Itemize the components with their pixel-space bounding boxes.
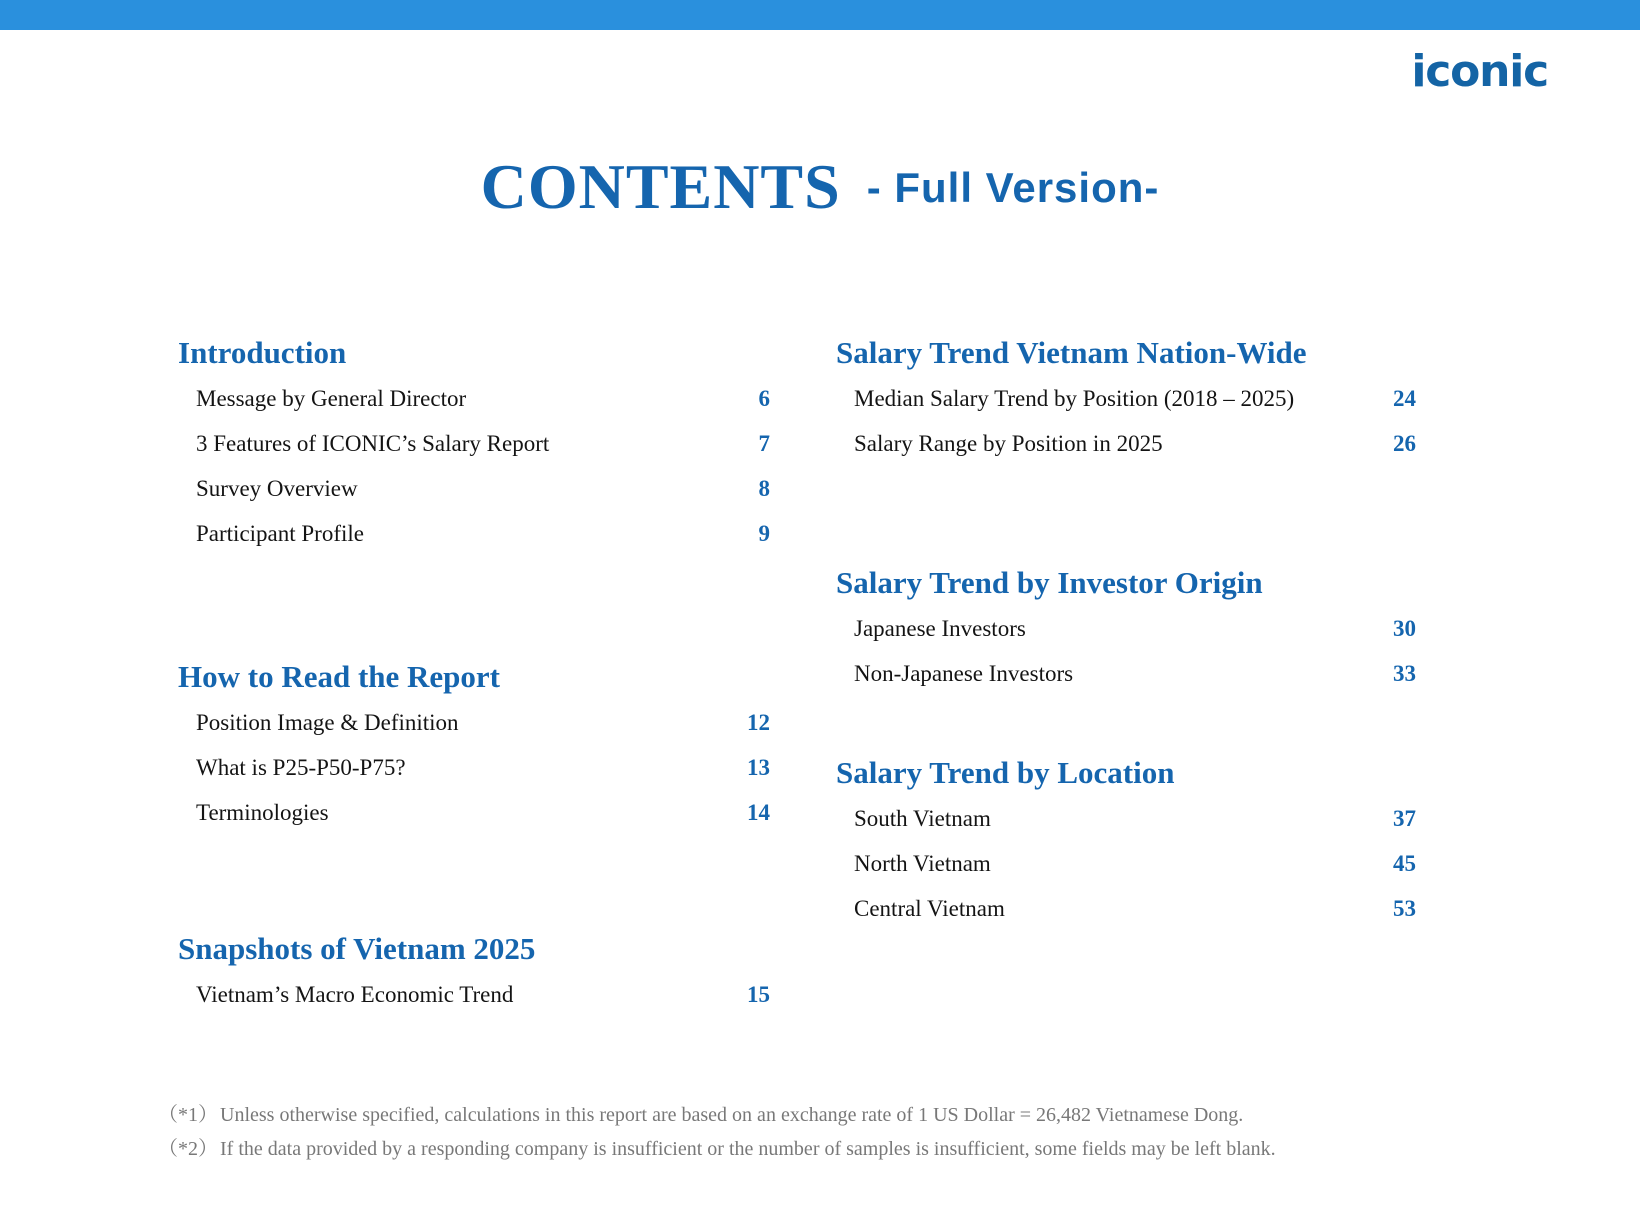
- toc-entry-page-number: 37: [1393, 806, 1416, 832]
- toc-entry-label: What is P25-P50-P75?: [196, 755, 406, 781]
- toc-section-snapshots-of-vietnam-2025: [178, 932, 770, 1027]
- toc-entry-what-is-p25-p50-p75[interactable]: [178, 755, 770, 800]
- toc-entry-japanese-investors[interactable]: [836, 616, 1428, 661]
- toc-section-salary-trend-vietnam-nation-wide: [836, 336, 1428, 476]
- iconic-logo: iconic: [1411, 46, 1548, 97]
- toc-entry-label: Vietnam’s Macro Economic Trend: [196, 982, 514, 1008]
- footnote-marker: （*1）: [158, 1104, 218, 1126]
- toc-entry-label: Position Image & Definition: [196, 710, 459, 736]
- toc-section-introduction: [178, 336, 770, 566]
- toc-entry-page-number: 30: [1393, 616, 1416, 642]
- toc-entry-page-number: 53: [1393, 896, 1416, 922]
- toc-entry-page-number: 14: [747, 800, 770, 826]
- toc-section-salary-trend-by-location: [836, 756, 1428, 941]
- toc-entry-terminologies[interactable]: [178, 800, 770, 845]
- toc-entry-label: 3 Features of ICONIC’s Salary Report: [196, 431, 550, 457]
- toc-right-column: [836, 336, 1428, 941]
- toc-entry-label: North Vietnam: [854, 851, 991, 877]
- toc-entry-page-number: 13: [747, 755, 770, 781]
- toc-entry-label: Survey Overview: [196, 476, 358, 502]
- footnote-text: Unless otherwise specified, calculations in this report are based on an exchange rate of 1 US Dollar = 26,482 Vietnamese Dong.: [220, 1104, 1244, 1126]
- toc-entry-position-image-definition[interactable]: [178, 710, 770, 755]
- toc-entry-label: Median Salary Trend by Position (2018 – 2025): [854, 386, 1295, 412]
- toc-left-column: [178, 336, 770, 1027]
- toc-entry-north-vietnam[interactable]: [836, 851, 1428, 896]
- toc-entry-label: South Vietnam: [854, 806, 991, 832]
- toc-entry-label: Japanese Investors: [854, 616, 1026, 642]
- toc-section-heading: Introduction: [178, 335, 347, 370]
- toc-entry-page-number: 7: [758, 431, 770, 457]
- footnote-text: If the data provided by a responding company is insufficient or the number of samples is insufficient, some fields may be left blank.: [220, 1138, 1276, 1160]
- toc-entry-label: Terminologies: [196, 800, 329, 826]
- toc-entry-page-number: 6: [758, 386, 770, 412]
- toc-entry-salary-range-by-position-in-2025[interactable]: [836, 431, 1428, 476]
- toc-entry-label: Central Vietnam: [854, 896, 1005, 922]
- toc-entry-page-number: 9: [758, 521, 770, 547]
- toc-entry-south-vietnam[interactable]: [836, 806, 1428, 851]
- toc-section-heading: How to Read the Report: [178, 659, 501, 695]
- toc-entry-3-features-of-iconic-s-salary-report[interactable]: [178, 431, 770, 476]
- toc-entry-page-number: 45: [1393, 851, 1416, 877]
- toc-section-salary-trend-by-investor-origin: [836, 566, 1428, 706]
- toc-section-heading: Snapshots of Vietnam 2025: [178, 931, 536, 967]
- toc-entry-page-number: 33: [1393, 661, 1416, 687]
- toc-section-heading: Salary Trend by Investor Origin: [836, 565, 1263, 601]
- toc-entry-label: Salary Range by Position in 2025: [854, 431, 1163, 457]
- toc-entry-message-by-general-director[interactable]: [178, 386, 770, 431]
- toc-section-heading: Salary Trend Vietnam Nation-Wide: [836, 335, 1307, 370]
- toc-entry-page-number: 15: [747, 982, 770, 1008]
- page-title-suffix: - Full Version-: [866, 164, 1160, 211]
- page-title: [0, 150, 1640, 224]
- page-title-main: CONTENTS: [480, 151, 841, 222]
- toc-entry-page-number: 24: [1393, 386, 1416, 412]
- toc-entry-central-vietnam[interactable]: [836, 896, 1428, 941]
- toc-entry-page-number: 8: [758, 476, 770, 502]
- toc-entry-survey-overview[interactable]: [178, 476, 770, 521]
- footnotes: [158, 1098, 1498, 1166]
- top-accent-bar: [0, 0, 1640, 30]
- toc-section-how-to-read-the-report: [178, 660, 770, 845]
- toc-entry-label: Message by General Director: [196, 386, 467, 412]
- toc-entry-page-number: 12: [747, 710, 770, 736]
- toc-entry-participant-profile[interactable]: [178, 521, 770, 566]
- toc-entry-non-japanese-investors[interactable]: [836, 661, 1428, 706]
- toc-entry-page-number: 26: [1393, 431, 1416, 457]
- footnote-marker: （*2）: [158, 1138, 218, 1160]
- toc-entry-median-salary-trend-by-position-2018-2025[interactable]: [836, 386, 1428, 431]
- toc-section-heading: Salary Trend by Location: [836, 755, 1175, 791]
- footnote-2: [158, 1132, 1498, 1166]
- toc-entry-label: Participant Profile: [196, 521, 364, 547]
- toc-entry-vietnam-s-macro-economic-trend[interactable]: [178, 982, 770, 1027]
- toc-entry-label: Non-Japanese Investors: [854, 661, 1074, 687]
- footnote-1: [158, 1098, 1498, 1132]
